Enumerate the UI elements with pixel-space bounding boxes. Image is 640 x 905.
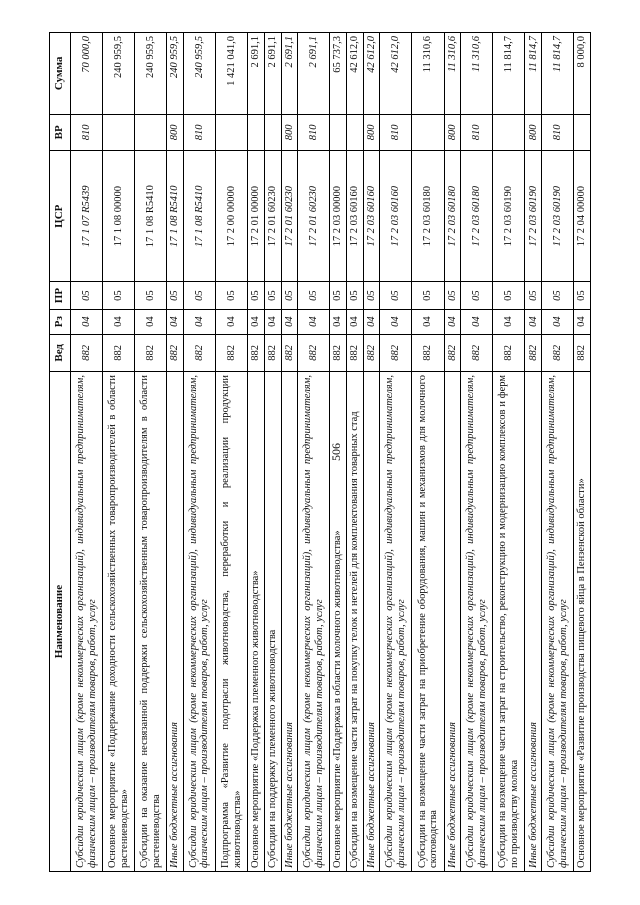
cell-name: Субсидии юридическим лицам (кроме некоммерческих организаций), индивидуальным предпринимателям, физическим лицам – производителям товаров, работ, услуг xyxy=(380,372,412,872)
cell-vr: 800 xyxy=(167,114,184,150)
cell-pr: 05 xyxy=(71,282,103,309)
table-row xyxy=(71,33,103,872)
cell-name: Иные бюджетные ассигнования xyxy=(167,372,184,872)
cell-rz: 04 xyxy=(264,309,281,334)
page-number: 506 xyxy=(329,443,343,461)
table-row xyxy=(264,33,281,872)
cell-csr: 17 2 03 60180 xyxy=(444,150,461,282)
column-header-sum: Сумма xyxy=(50,33,71,115)
table-row xyxy=(103,33,135,872)
cell-sum: 42 612,0 xyxy=(346,33,363,115)
cell-rz: 04 xyxy=(542,309,574,334)
column-header-csr: ЦСР xyxy=(50,150,71,282)
cell-rz: 04 xyxy=(363,309,380,334)
table-row xyxy=(363,33,380,872)
cell-csr: 17 2 03 60190 xyxy=(493,150,525,282)
table-row xyxy=(493,33,525,872)
cell-name: Подпрограмма «Развитие подотрасли животноводства, переработки и реализации продукции животноводства» xyxy=(216,372,248,872)
cell-pr: 05 xyxy=(167,282,184,309)
cell-pr: 05 xyxy=(330,282,347,309)
cell-name: Субсидии на возмещение части затрат на приобретение оборудования, машин и механизмов для молочного скотоводства xyxy=(412,372,444,872)
cell-vr xyxy=(216,114,248,150)
cell-name: Субсидии на возмещение части затрат на строительство, реконструкцию и модернизацию комплексов и ферм по производству молока xyxy=(493,372,525,872)
cell-ved: 882 xyxy=(248,334,265,371)
cell-sum: 240 959,5 xyxy=(103,33,135,115)
cell-rz: 04 xyxy=(525,309,542,334)
cell-name: Субсидии юридическим лицам (кроме некоммерческих организаций), индивидуальным предпринимателям, физическим лицам – производителям товаров, работ, услуг xyxy=(298,372,330,872)
column-header-vr: ВР xyxy=(50,114,71,150)
cell-csr: 17 2 03 60190 xyxy=(542,150,574,282)
table-row xyxy=(346,33,363,872)
cell-name: Субсидии юридическим лицам (кроме некоммерческих организаций), индивидуальным предпринимателям, физическим лицам – производителям товаров, работ, услуг xyxy=(71,372,103,872)
cell-ved: 882 xyxy=(363,334,380,371)
cell-csr: 17 2 03 60160 xyxy=(363,150,380,282)
column-header-rz: Рз xyxy=(50,309,71,334)
cell-name: Основное мероприятие «Поддержание доходности сельскохозяйственных товаропроизводителей в области растениеводства» xyxy=(103,372,135,872)
table-row xyxy=(167,33,184,872)
table-row xyxy=(330,33,347,872)
cell-pr: 05 xyxy=(525,282,542,309)
cell-sum: 11 814,7 xyxy=(493,33,525,115)
cell-pr: 05 xyxy=(135,282,167,309)
cell-csr: 17 1 08 00000 xyxy=(103,150,135,282)
cell-csr: 17 2 03 60180 xyxy=(461,150,493,282)
cell-rz: 04 xyxy=(444,309,461,334)
cell-csr: 17 2 03 60190 xyxy=(525,150,542,282)
cell-sum: 70 000,0 xyxy=(71,33,103,115)
cell-rz: 04 xyxy=(281,309,298,334)
cell-ved: 882 xyxy=(444,334,461,371)
cell-name: Основное мероприятие «Развитие производства пищевого яйца в Пензенской области» xyxy=(574,372,591,872)
cell-rz: 04 xyxy=(135,309,167,334)
cell-pr: 05 xyxy=(412,282,444,309)
cell-vr: 810 xyxy=(71,114,103,150)
cell-sum: 11 814,7 xyxy=(525,33,542,115)
cell-pr: 05 xyxy=(103,282,135,309)
cell-ved: 882 xyxy=(264,334,281,371)
cell-ved: 882 xyxy=(525,334,542,371)
cell-vr: 810 xyxy=(380,114,412,150)
cell-pr: 05 xyxy=(248,282,265,309)
cell-sum: 240 959,5 xyxy=(183,33,215,115)
column-header-name: Наименование xyxy=(50,372,71,872)
table-row xyxy=(216,33,248,872)
cell-rz: 04 xyxy=(183,309,215,334)
cell-name: Субсидии юридическим лицам (кроме некоммерческих организаций), индивидуальным предпринимателям, физическим лицам – производителям товаров, работ, услуг xyxy=(542,372,574,872)
cell-sum: 240 959,5 xyxy=(135,33,167,115)
table-row xyxy=(298,33,330,872)
cell-rz: 04 xyxy=(71,309,103,334)
cell-name: Субсидии юридическим лицам (кроме некоммерческих организаций), индивидуальным предпринимателям, физическим лицам – производителям товаров, работ, услуг xyxy=(461,372,493,872)
cell-csr: 17 2 03 60180 xyxy=(412,150,444,282)
cell-vr xyxy=(330,114,347,150)
cell-pr: 05 xyxy=(444,282,461,309)
cell-sum: 11 310,6 xyxy=(444,33,461,115)
cell-sum: 2 691,1 xyxy=(298,33,330,115)
cell-vr: 800 xyxy=(363,114,380,150)
cell-pr: 05 xyxy=(298,282,330,309)
cell-sum: 65 737,3 xyxy=(330,33,347,115)
cell-ved: 882 xyxy=(71,334,103,371)
cell-rz: 04 xyxy=(330,309,347,334)
table-row xyxy=(248,33,265,872)
cell-csr: 17 2 03 60160 xyxy=(380,150,412,282)
cell-rz: 04 xyxy=(298,309,330,334)
cell-vr xyxy=(412,114,444,150)
budget-table-container xyxy=(49,32,591,872)
table-header-row xyxy=(50,33,71,872)
cell-sum: 2 691,1 xyxy=(281,33,298,115)
cell-vr xyxy=(346,114,363,150)
table-row xyxy=(183,33,215,872)
cell-name: Субсидии на возмещение части затрат на покупку телок и нетелей для комплектования товарных стад xyxy=(346,372,363,872)
cell-rz: 04 xyxy=(412,309,444,334)
cell-ved: 882 xyxy=(493,334,525,371)
cell-csr: 17 2 01 60230 xyxy=(298,150,330,282)
cell-vr xyxy=(574,114,591,150)
table-row xyxy=(542,33,574,872)
cell-csr: 17 2 01 00000 xyxy=(248,150,265,282)
cell-vr: 800 xyxy=(525,114,542,150)
cell-csr: 17 1 07 R5439 xyxy=(71,150,103,282)
cell-vr: 800 xyxy=(281,114,298,150)
cell-rz: 04 xyxy=(346,309,363,334)
cell-ved: 882 xyxy=(346,334,363,371)
cell-name: Субсидии на оказание несвязанной поддержки сельскохозяйственным товаропроизводителям в области растениеводства xyxy=(135,372,167,872)
cell-ved: 882 xyxy=(574,334,591,371)
table-row xyxy=(281,33,298,872)
cell-name: Субсидии на поддержку племенного животноводства xyxy=(264,372,281,872)
cell-vr xyxy=(135,114,167,150)
cell-csr: 17 2 03 00000 xyxy=(330,150,347,282)
cell-ved: 882 xyxy=(330,334,347,371)
cell-pr: 05 xyxy=(183,282,215,309)
cell-rz: 04 xyxy=(574,309,591,334)
cell-rz: 04 xyxy=(248,309,265,334)
cell-pr: 05 xyxy=(461,282,493,309)
table-row xyxy=(135,33,167,872)
cell-ved: 882 xyxy=(281,334,298,371)
cell-csr: 17 2 03 60160 xyxy=(346,150,363,282)
cell-vr xyxy=(103,114,135,150)
cell-pr: 05 xyxy=(542,282,574,309)
cell-rz: 04 xyxy=(216,309,248,334)
table-row xyxy=(412,33,444,872)
cell-csr: 17 1 08 R5410 xyxy=(167,150,184,282)
budget-table xyxy=(49,32,591,872)
table-row xyxy=(461,33,493,872)
cell-sum: 11 310,6 xyxy=(412,33,444,115)
cell-sum: 240 959,5 xyxy=(167,33,184,115)
cell-rz: 04 xyxy=(380,309,412,334)
cell-csr: 17 1 08 R5410 xyxy=(135,150,167,282)
cell-rz: 04 xyxy=(461,309,493,334)
table-row xyxy=(380,33,412,872)
cell-sum: 8 000,0 xyxy=(574,33,591,115)
cell-rz: 04 xyxy=(103,309,135,334)
cell-ved: 882 xyxy=(412,334,444,371)
cell-name: Основное мероприятие «Поддержка в области молочного животноводства» xyxy=(330,372,347,872)
cell-ved: 882 xyxy=(216,334,248,371)
cell-sum: 11 814,7 xyxy=(542,33,574,115)
cell-ved: 882 xyxy=(542,334,574,371)
cell-ved: 882 xyxy=(461,334,493,371)
cell-sum: 2 691,1 xyxy=(264,33,281,115)
cell-name: Иные бюджетные ассигнования xyxy=(363,372,380,872)
cell-ved: 882 xyxy=(167,334,184,371)
cell-rz: 04 xyxy=(167,309,184,334)
table-row xyxy=(574,33,591,872)
cell-pr: 05 xyxy=(346,282,363,309)
cell-pr: 05 xyxy=(493,282,525,309)
cell-name: Иные бюджетные ассигнования xyxy=(444,372,461,872)
cell-sum: 42 612,0 xyxy=(380,33,412,115)
cell-vr: 800 xyxy=(444,114,461,150)
cell-vr xyxy=(264,114,281,150)
cell-pr: 05 xyxy=(574,282,591,309)
cell-ved: 882 xyxy=(103,334,135,371)
cell-pr: 05 xyxy=(380,282,412,309)
cell-sum: 1 421 041,0 xyxy=(216,33,248,115)
cell-ved: 882 xyxy=(183,334,215,371)
cell-pr: 05 xyxy=(363,282,380,309)
column-header-ved: Вед xyxy=(50,334,71,371)
cell-vr: 810 xyxy=(298,114,330,150)
cell-vr: 810 xyxy=(461,114,493,150)
cell-ved: 882 xyxy=(380,334,412,371)
cell-sum: 42 612,0 xyxy=(363,33,380,115)
cell-csr: 17 2 04 00000 xyxy=(574,150,591,282)
cell-vr: 810 xyxy=(183,114,215,150)
table-row xyxy=(525,33,542,872)
cell-vr xyxy=(493,114,525,150)
cell-name: Субсидии юридическим лицам (кроме некоммерческих организаций), индивидуальным предпринимателям, физическим лицам – производителям товаров, работ, услуг xyxy=(183,372,215,872)
cell-csr: 17 1 08 R5410 xyxy=(183,150,215,282)
cell-vr: 810 xyxy=(542,114,574,150)
cell-name: Иные бюджетные ассигнования xyxy=(281,372,298,872)
cell-sum: 2 691,1 xyxy=(248,33,265,115)
cell-vr xyxy=(248,114,265,150)
cell-sum: 11 310,6 xyxy=(461,33,493,115)
cell-name: Иные бюджетные ассигнования xyxy=(525,372,542,872)
cell-name: Основное мероприятие «Поддержка племенного животноводства» xyxy=(248,372,265,872)
column-header-pr: ПР xyxy=(50,282,71,309)
cell-csr: 17 2 01 60230 xyxy=(281,150,298,282)
cell-pr: 05 xyxy=(281,282,298,309)
cell-csr: 17 2 00 00000 xyxy=(216,150,248,282)
cell-rz: 04 xyxy=(493,309,525,334)
cell-ved: 882 xyxy=(135,334,167,371)
cell-pr: 05 xyxy=(264,282,281,309)
table-row xyxy=(444,33,461,872)
cell-ved: 882 xyxy=(298,334,330,371)
cell-csr: 17 2 01 60230 xyxy=(264,150,281,282)
cell-pr: 05 xyxy=(216,282,248,309)
